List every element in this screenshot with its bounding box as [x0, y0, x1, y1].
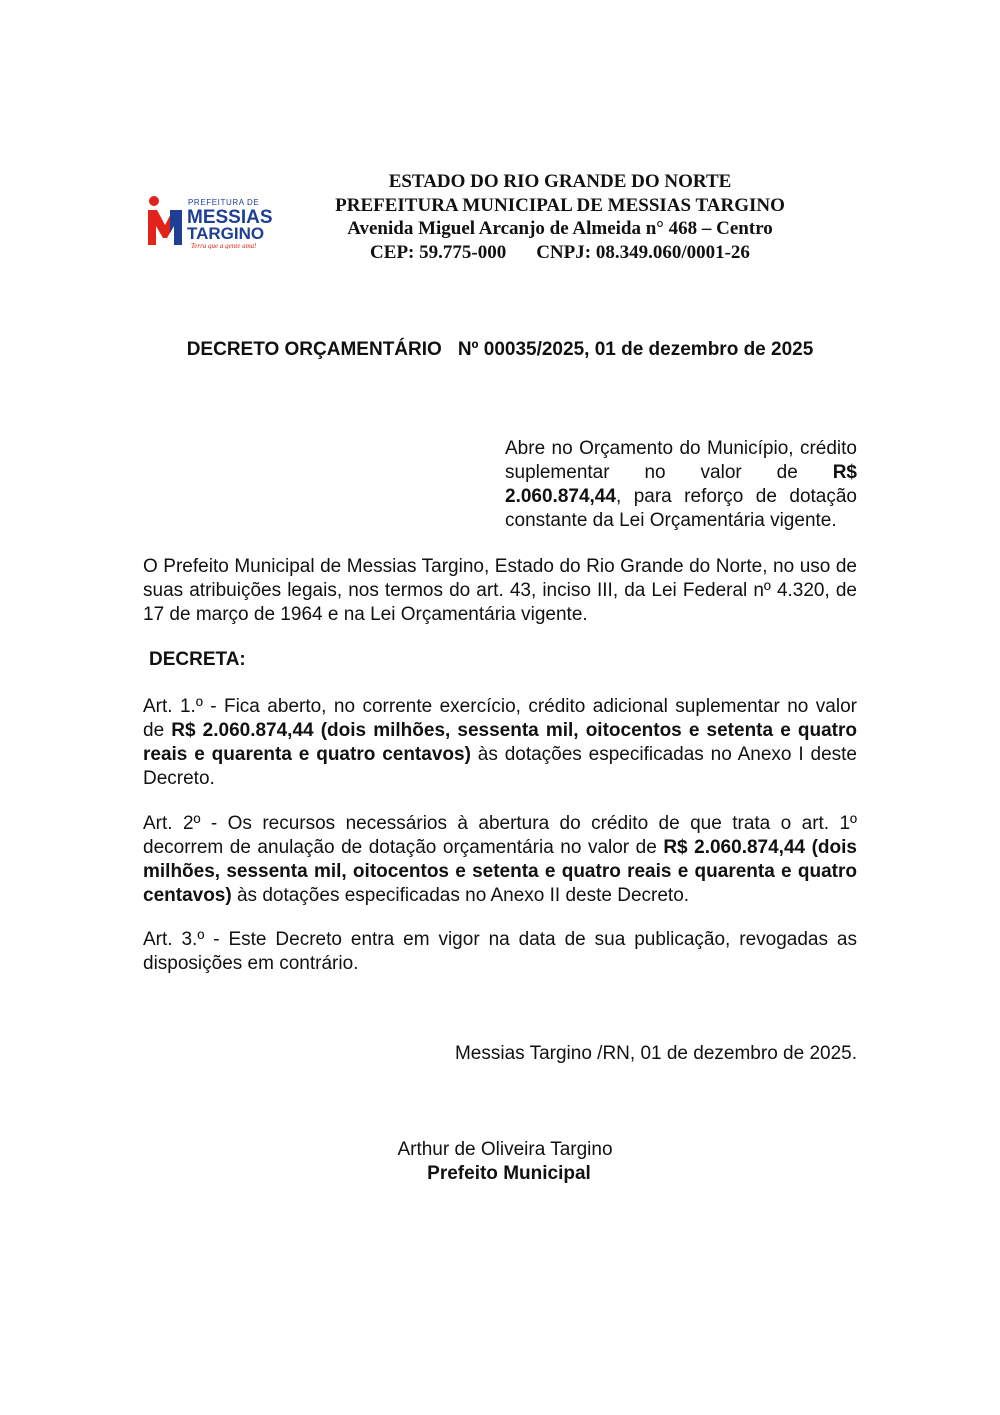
svg-text:MESSIAS: MESSIAS: [187, 207, 273, 228]
decree-title: [145, 339, 855, 361]
header-address: Avenida Miguel Arcanjo de Almeida n° 468 – Centro: [347, 218, 773, 239]
preamble-paragraph: O Prefeito Municipal de Messias Targino, Estado do Rio Grande do Norte, no uso de suas atribuições legais, nos termos do art. 43, inciso III, da Lei Federal nº 4.320, de 17 de março de 1964 e na Lei Orçamentária vigente.: [143, 556, 857, 625]
header-cnpj: CNPJ: 08.349.060/0001-26: [536, 241, 750, 263]
signature-block: [340, 1138, 670, 1186]
svg-text:TARGINO: TARGINO: [187, 224, 265, 243]
header-prefeitura: PREFEITURA MUNICIPAL DE MESSIAS TARGINO: [335, 194, 785, 216]
header-cep-cnpj: [300, 241, 820, 265]
decree-title-number: Nº 00035/2025, 01 de dezembro de 2025: [457, 339, 814, 360]
signatory-name: Arthur de Oliveira Targino: [397, 1139, 613, 1160]
decree-title-type: DECRETO ORÇAMENTÁRIO: [186, 339, 442, 360]
svg-text:PREFEITURA DE: PREFEITURA DE: [188, 198, 260, 207]
signatory-role: Prefeito Municipal: [427, 1163, 591, 1184]
article-1: [143, 695, 857, 791]
article-3: Art. 3.º - Este Decreto entra em vigor na data de sua publicação, revogadas as disposições em contrário.: [143, 929, 857, 974]
decreta-heading: DECRETA:: [149, 649, 246, 670]
article-2-text-end: às dotações especificadas no Anexo II deste Decreto.: [231, 885, 690, 906]
article-1-text-end: às dotações especificadas no Anexo I deste Decreto.: [143, 744, 857, 789]
article-1-amount: R$ 2.060.874,44 (dois milhões, sessenta mil, oitocentos e setenta e quatro reais e quarenta e quatro centavos): [143, 720, 857, 765]
ementa-text: Abre no Orçamento do Município, crédito suplementar no valor de: [505, 438, 857, 483]
date-place: Messias Targino /RN, 01 de dezembro de 2025.: [454, 1043, 857, 1064]
ementa-amount: R$ 2.060.874,44: [505, 462, 857, 507]
letterhead: [300, 170, 820, 264]
header-cep: CEP: 59.775-000: [370, 241, 507, 263]
article-1-text: Art. 1.º - Fica aberto, no corrente exercício, crédito adicional suplementar no valor de: [143, 696, 857, 741]
ementa: [505, 437, 857, 533]
prefeitura-logo: [145, 193, 283, 249]
svg-text:Terra que a gente ama!: Terra que a gente ama!: [191, 242, 257, 249]
article-2: [143, 812, 857, 908]
article-2-text: Art. 2º - Os recursos necessários à abertura do crédito de que trata o art. 1º decorrem de anulação de dotação orçamentária no valor de: [143, 813, 857, 858]
ementa-text-end: , para reforço de dotação constante da Lei Orçamentária vigente.: [505, 486, 857, 531]
article-2-amount: R$ 2.060.874,44 (dois milhões, sessenta mil, oitocentos e setenta e quatro reais e quarenta e quatro centavos): [143, 837, 857, 906]
header-state: ESTADO DO RIO GRANDE DO NORTE: [388, 171, 732, 192]
logo-dot: [149, 196, 159, 206]
